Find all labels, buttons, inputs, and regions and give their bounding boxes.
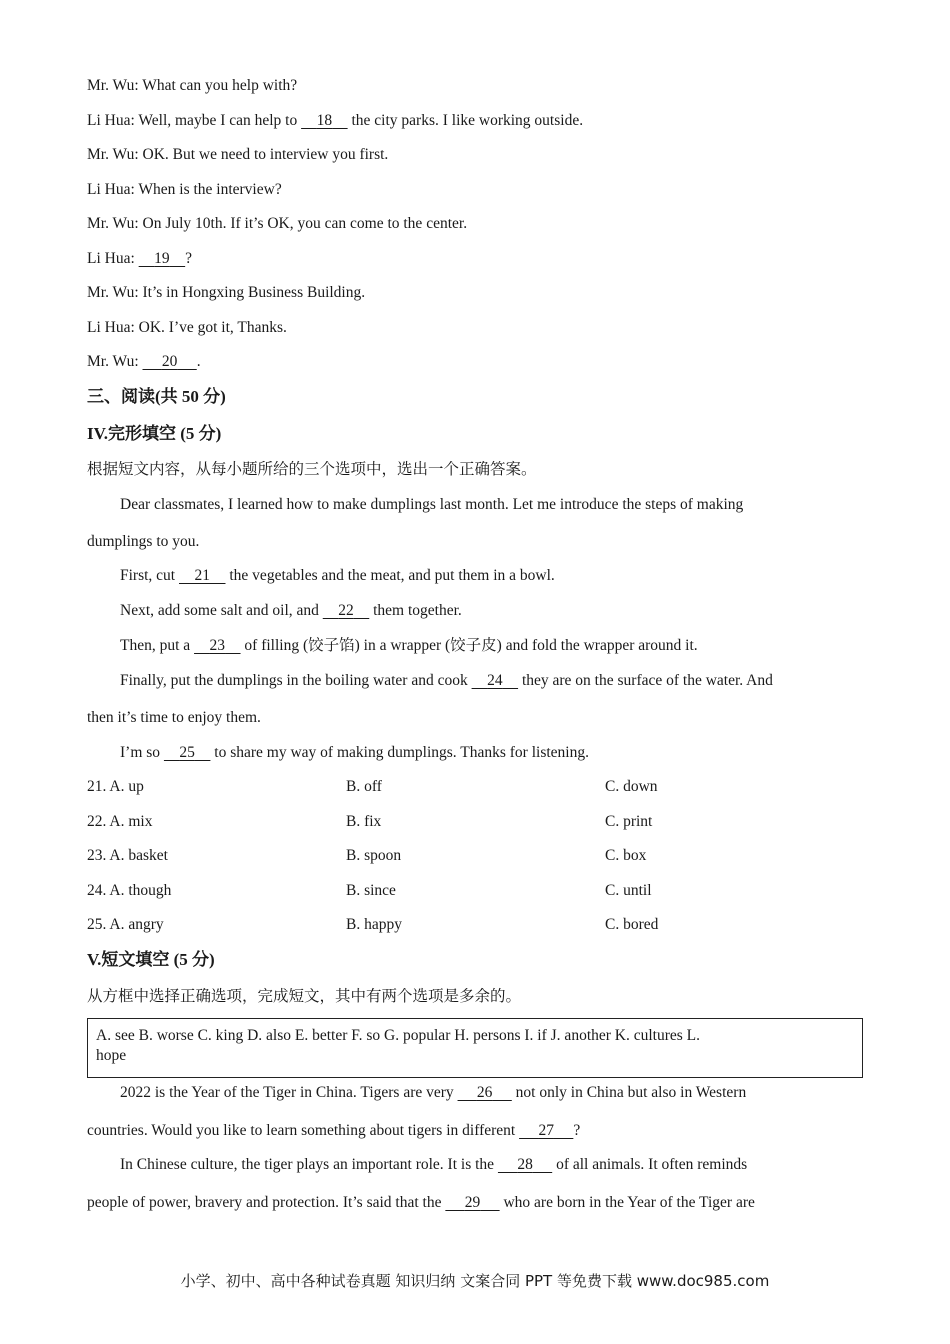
- dialog-line: Mr. Wu: On July 10th. If it’s OK, you can come to the center.: [87, 215, 468, 232]
- dialog-line: Li Hua: OK. I’ve got it, Thanks.: [87, 319, 287, 336]
- passage-line: Finally, put the dumplings in the boiling water and cook 24 they are on the surface of the water. And: [120, 672, 773, 689]
- answer-blank: 29: [464, 1194, 481, 1211]
- option-b: B. off: [346, 778, 382, 795]
- answer-blank: 21: [194, 567, 210, 584]
- passage-line: In Chinese culture, the tiger plays an important role. It is the 28 of all animals. It often reminds: [120, 1156, 748, 1173]
- option-a: 25. A. angry: [87, 916, 164, 933]
- word-bank-box: [87, 1018, 863, 1078]
- option-b: B. since: [346, 882, 396, 899]
- dialog-line: Li Hua: 19 ?: [87, 250, 193, 267]
- word-bank-line: A. see B. worse C. king D. also E. better F. so G. popular H. persons I. if J. another K. cultures L.: [96, 1027, 701, 1044]
- instruction: 根据短文内容，从每小题所给的三个选项中，选出一个正确答案。: [87, 461, 537, 478]
- answer-blank: 23: [209, 637, 226, 654]
- option-c: C. until: [605, 882, 652, 899]
- option-a: 21. A. up: [87, 778, 144, 795]
- passage-line: then it’s time to enjoy them.: [87, 709, 261, 726]
- answer-blank: 27: [538, 1122, 554, 1139]
- option-c: C. bored: [605, 916, 659, 933]
- answer-blank: 18: [316, 112, 333, 129]
- option-b: B. fix: [346, 813, 382, 830]
- passage-line: Then, put a 23 of filling (饺子馅) in a wrapper (饺子皮) and fold the wrapper around it.: [120, 637, 698, 654]
- dialog-line: Mr. Wu: OK. But we need to interview you first.: [87, 146, 389, 163]
- answer-blank: 22: [338, 602, 354, 619]
- dialog-line: Mr. Wu: What can you help with?: [87, 77, 298, 94]
- option-c: C. box: [605, 847, 647, 864]
- section-heading: 三、阅读(共 50 分): [87, 387, 226, 406]
- option-a: 22. A. mix: [87, 813, 153, 830]
- passage-line: dumplings to you.: [87, 533, 200, 550]
- passage-line: countries. Would you like to learn something about tigers in different 27 ?: [87, 1122, 581, 1139]
- option-a: 24. A. though: [87, 882, 172, 899]
- option-b: B. spoon: [346, 847, 402, 864]
- answer-blank: 28: [517, 1156, 533, 1173]
- dialog-line: Mr. Wu: 20 .: [87, 353, 201, 370]
- passage-line: Dear classmates, I learned how to make dumplings last month. Let me introduce the steps of making: [120, 496, 744, 513]
- passage-line: First, cut 21 the vegetables and the meat, and put them in a bowl.: [120, 567, 555, 584]
- option-c: C. print: [605, 813, 653, 830]
- option-a: 23. A. basket: [87, 847, 168, 864]
- dialog-line: Li Hua: When is the interview?: [87, 181, 282, 198]
- word-bank-line: hope: [96, 1047, 127, 1064]
- answer-blank: 26: [476, 1084, 493, 1101]
- answer-blank: 25: [179, 744, 195, 761]
- instruction: 从方框中选择正确选项，完成短文，其中有两个选项是多余的。: [87, 988, 522, 1005]
- part-heading: V.短文填空 (5 分): [87, 950, 215, 969]
- answer-blank: 24: [487, 672, 503, 689]
- option-c: C. down: [605, 778, 658, 795]
- passage-line: I’m so 25 to share my way of making dumplings. Thanks for listening.: [120, 744, 589, 761]
- passage-line: 2022 is the Year of the Tiger in China. Tigers are very 26 not only in China but also in Western: [120, 1084, 747, 1101]
- passage-line: people of power, bravery and protection. It’s said that the 29 who are born in the Year of the Tiger are: [87, 1194, 755, 1211]
- option-b: B. happy: [346, 916, 402, 933]
- dialog-line: Li Hua: Well, maybe I can help to 18 the city parks. I like working outside.: [87, 112, 584, 129]
- answer-blank: 20: [161, 353, 178, 370]
- part-heading: IV.完形填空 (5 分): [87, 424, 222, 443]
- passage-line: Next, add some salt and oil, and 22 them together.: [120, 602, 462, 619]
- dialog-line: Mr. Wu: It’s in Hongxing Business Building.: [87, 284, 366, 301]
- answer-blank: 19: [154, 250, 170, 267]
- page-footer: 小学、初中、高中各种试卷真题 知识归纳 文案合同 PPT 等免费下载 www.doc985.com: [180, 1272, 770, 1290]
